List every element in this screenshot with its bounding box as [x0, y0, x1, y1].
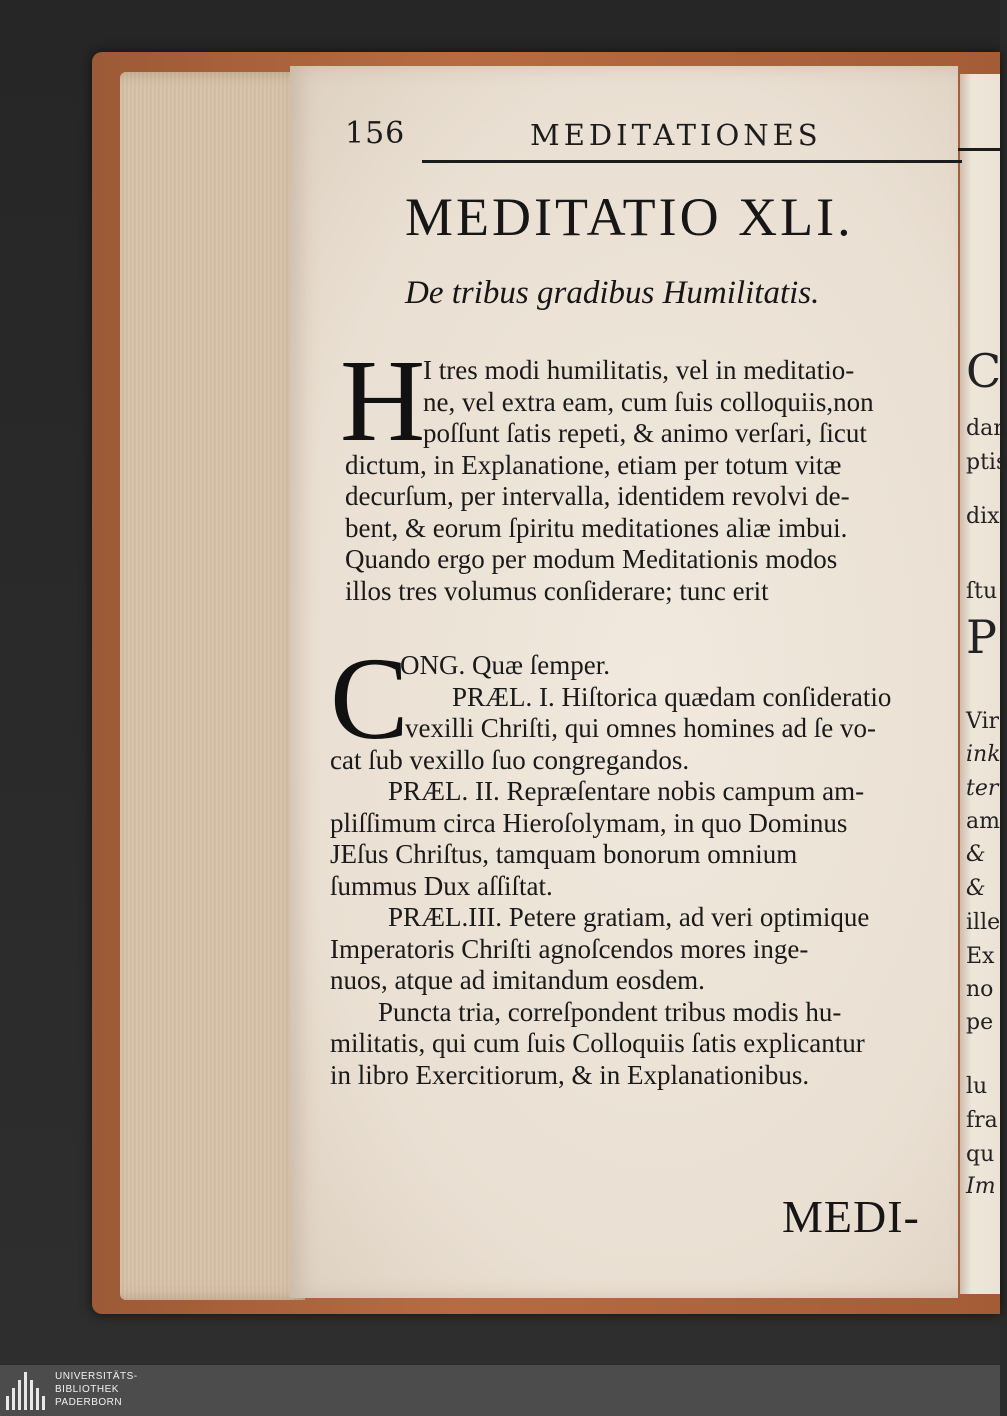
- page-edges: [120, 72, 305, 1300]
- page-number: 156: [345, 116, 406, 151]
- facing-fragment: no: [966, 977, 994, 1002]
- text-line: bent, & eorum ſpiritu meditationes aliæ imbui.: [345, 512, 848, 543]
- facing-fragment: am: [966, 809, 1000, 834]
- header-rule: [422, 160, 962, 163]
- text-line: pliſſimum circa Hieroſolymam, in quo Dominus: [330, 807, 848, 838]
- library-name: [55, 1370, 138, 1409]
- facing-fragment: ter: [966, 776, 999, 801]
- footer-bar: [0, 1365, 1000, 1416]
- facing-fragment: pe: [966, 1010, 994, 1035]
- text-line: militatis, qui cum ſuis Colloquiis ſatis explicantur: [330, 1028, 865, 1058]
- facing-fragment: ſtu: [966, 579, 998, 604]
- facing-fragment: fra: [966, 1108, 998, 1133]
- facing-fragment: dix: [966, 504, 1000, 529]
- text-line: illos tres volumus conſiderare; tunc erit: [345, 575, 769, 606]
- text-line: ſummus Dux aſſiſtat.: [330, 870, 553, 901]
- text-line: PRÆL.III. Petere gratiam, ad veri optimique: [388, 902, 870, 932]
- meditation-subtitle: De tribus gradibus Humilitatis.: [405, 275, 820, 311]
- facing-fragment: &: [966, 876, 986, 901]
- facing-fragment: Ex: [966, 944, 995, 969]
- facing-fragment: lu: [966, 1074, 988, 1099]
- text-line: nuos, atque ad imitandum eosdem.: [330, 965, 705, 995]
- text-line: ONG. Quæ ſemper.: [400, 650, 610, 680]
- library-name-line: UNIVERSITÄTS-: [55, 1371, 138, 1382]
- facing-fragment: Vir: [966, 709, 1000, 734]
- facing-fragment: qu: [966, 1142, 995, 1167]
- text-line: poſſunt ſatis repeti, & animo verſari, ſicut: [423, 418, 867, 448]
- paragraph-preludes: [330, 650, 955, 1091]
- library-name-line: BIBLIOTHEK: [55, 1384, 119, 1395]
- running-head: [345, 116, 955, 156]
- text-line: JEſus Chriſtus, tamquam bonorum omnium: [330, 839, 798, 869]
- text-line: Quando ergo per modum Meditationis modos: [345, 544, 838, 574]
- facing-fragment: dan: [966, 416, 1007, 441]
- text-line: PRÆL. II. Repræſentare nobis campum am-: [388, 776, 865, 806]
- facing-fragment: P: [966, 610, 997, 664]
- library-name-line: PADERBORN: [55, 1397, 123, 1408]
- text-line: ne, vel extra eam, cum ſuis colloquiis,non: [423, 386, 874, 417]
- text-line: Imperatoris Chriſti agnoſcendos mores inge-: [330, 933, 809, 964]
- library-logo-icon: [6, 1372, 46, 1410]
- meditation-title: MEDITATIO XLI.: [405, 187, 854, 247]
- running-title: MEDITATIONES: [530, 118, 822, 152]
- facing-header-rule: [958, 148, 1000, 151]
- facing-fragment: ptis: [966, 450, 1007, 475]
- facing-fragment: &: [966, 842, 986, 867]
- facing-fragment: ille: [966, 910, 1001, 935]
- text-line: vexilli Chriſti, qui omnes homines ad ſe vo-: [405, 713, 876, 743]
- catchword: MEDI-: [782, 1191, 920, 1242]
- text-line: decurſum, per intervalla, identidem revolvi de-: [345, 481, 850, 511]
- text-line: PRÆL. I. Hiſtorica quædam conſideratio: [452, 681, 892, 712]
- facing-fragment: ink: [966, 742, 1001, 767]
- text-line: cat ſub vexillo ſuo congregandos.: [330, 744, 690, 775]
- facing-fragment: C: [966, 344, 1002, 398]
- dropcap-h: H: [340, 335, 426, 466]
- facing-fragment: Im: [966, 1174, 996, 1199]
- text-line: Puncta tria, correſpondent tribus modis hu-: [378, 996, 842, 1027]
- text-line: dictum, in Explanatione, etiam per totum vitæ: [345, 449, 842, 480]
- facing-page: [960, 74, 1007, 1294]
- paragraph-intro: [345, 355, 957, 607]
- text-line: in libro Exercitiorum, & in Explanationibus.: [330, 1059, 810, 1090]
- dropcap-c: C: [330, 633, 409, 764]
- text-line: I tres modi humilitatis, vel in meditatio-: [423, 355, 855, 385]
